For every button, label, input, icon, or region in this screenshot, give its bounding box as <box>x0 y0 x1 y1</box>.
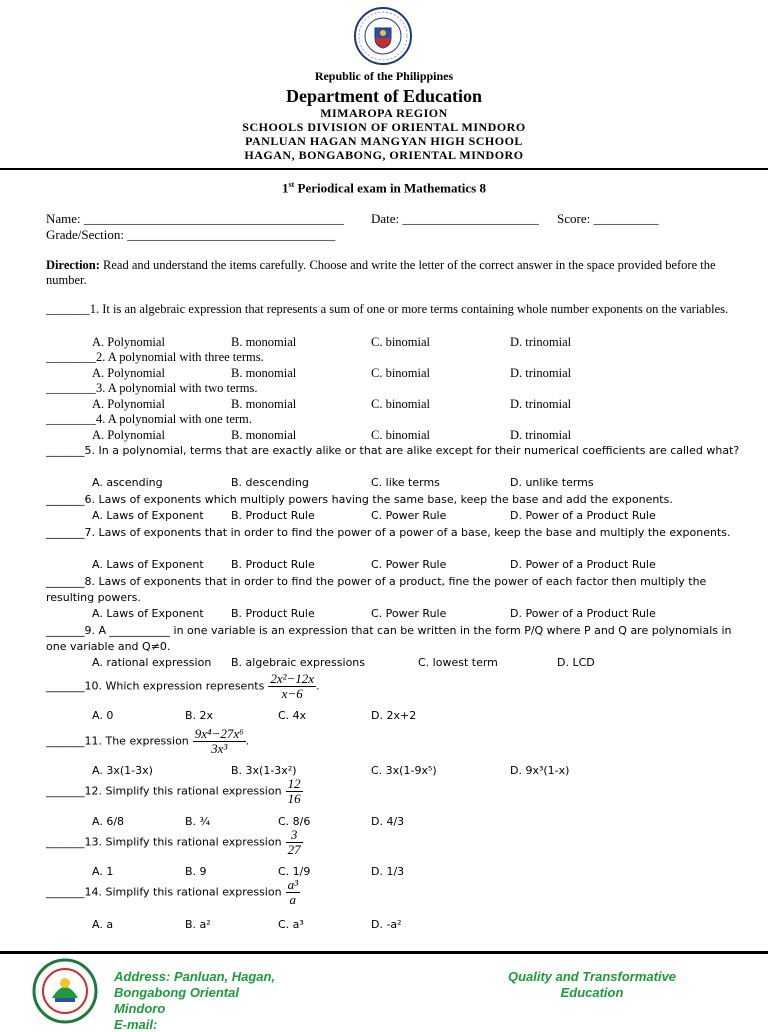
date-field[interactable]: Date: _____________________ <box>371 211 539 226</box>
answer-option[interactable]: A. 3x(1-3x) <box>92 764 153 777</box>
answer-option[interactable]: C. binomial <box>371 366 431 380</box>
answer-option[interactable]: C. 4x <box>278 709 307 722</box>
answer-option[interactable]: A. Laws of Exponent <box>92 558 204 571</box>
answer-option[interactable]: D. LCD <box>557 656 595 669</box>
name-field[interactable]: Name: ________________________________________ <box>46 211 344 226</box>
answer-option[interactable]: B. monomial <box>231 397 297 411</box>
answer-option[interactable]: B. a² <box>185 918 211 931</box>
answer-option[interactable]: A. Laws of Exponent <box>92 509 204 522</box>
exam-title: 1st Periodical exam in Mathematics 8 <box>282 180 486 196</box>
answer-option[interactable]: D. -a² <box>371 918 402 931</box>
answer-option[interactable]: C. 1/9 <box>278 865 311 878</box>
answer-option[interactable]: C. a³ <box>278 918 304 931</box>
answer-option[interactable]: C. Power Rule <box>371 558 447 571</box>
answer-option[interactable]: B. descending <box>231 476 309 489</box>
answer-option[interactable]: A. Polynomial <box>92 397 165 411</box>
answer-option[interactable]: B. Product Rule <box>231 607 315 620</box>
fraction-expression: $\frac{12}{16}$ <box>287 776 301 806</box>
answer-option[interactable]: C. Power Rule <box>371 607 447 620</box>
answer-option[interactable]: C. lowest term <box>418 656 498 669</box>
answer-option[interactable]: D. trinomial <box>510 335 572 349</box>
grade-section-field[interactable]: Grade/Section: ________________________________ <box>46 227 336 242</box>
answer-option[interactable]: B. monomial <box>231 428 297 442</box>
answer-option[interactable]: A. 6/8 <box>92 815 125 828</box>
question-stem: _______14. Simplify this rational expression $\frac{\text{a³}}{a}$ <box>46 877 298 907</box>
answer-option[interactable]: A. Laws of Exponent <box>92 607 204 620</box>
answer-option[interactable]: A. Polynomial <box>92 428 165 442</box>
answer-option[interactable]: C. binomial <box>371 397 431 411</box>
answer-option[interactable]: A. Polynomial <box>92 335 165 349</box>
header-divider <box>0 168 768 170</box>
answer-option[interactable]: C. Power Rule <box>371 509 447 522</box>
fraction-expression: $\frac{\text{9x⁴−27x⁶}}{\text{3x³}}$ <box>194 726 244 756</box>
question-stem: _______11. The expression $\frac{\text{9x⁴−27x⁶}}{\text{3x³}}$ . <box>46 726 250 756</box>
answer-option[interactable]: D. Power of a Product Rule <box>510 558 656 571</box>
direction-text: Direction: Read and understand the items carefully. Choose and write the letter of the correct answer in the space provided before the number. <box>46 258 716 287</box>
question-stem: _______8. Laws of exponents that in order to find the power of a product, fine the power of each factor then multiply the resulting powers. <box>46 575 707 604</box>
answer-option[interactable]: D. unlike terms <box>510 476 594 489</box>
deped-seal-logo <box>343 6 423 66</box>
question-stem: _______12. Simplify this rational expression $\frac{12}{16}$ <box>46 776 301 806</box>
answer-option[interactable]: A. 1 <box>92 865 114 878</box>
answer-option[interactable]: C. 3x(1-9x⁵) <box>371 764 437 777</box>
question-stem: _______13. Simplify this rational expression $\frac{3}{27}$ <box>46 827 301 857</box>
school-line: PANLUAN HAGAN MANGYAN HIGH SCHOOL <box>245 134 523 148</box>
answer-option[interactable]: C. 8/6 <box>278 815 311 828</box>
answer-option[interactable]: D. 1/3 <box>371 865 405 878</box>
school-seal-logo <box>30 958 100 1024</box>
answer-option[interactable]: D. Power of a Product Rule <box>510 607 656 620</box>
republic-line: Republic of the Philippines <box>314 69 454 83</box>
answer-option[interactable]: C. binomial <box>371 428 431 442</box>
answer-option[interactable]: D. Power of a Product Rule <box>510 509 656 522</box>
answer-option[interactable]: B. Product Rule <box>231 509 315 522</box>
question-stem: ________4. A polynomial with one term. <box>46 412 252 426</box>
answer-option[interactable]: D. trinomial <box>510 397 572 411</box>
question-stem: ________3. A polynomial with two terms. <box>46 381 258 395</box>
answer-option[interactable]: D. trinomial <box>510 366 572 380</box>
answer-option[interactable]: D. 2x+2 <box>371 709 417 722</box>
score-field[interactable]: Score: __________ <box>557 211 659 226</box>
address-line: HAGAN, BONGABONG, ORIENTAL MINDORO <box>244 148 524 162</box>
footer-motto: Quality and Transformative Education <box>507 969 677 1000</box>
answer-option[interactable]: C. binomial <box>371 335 431 349</box>
question-stem: _______10. Which expression represents $\frac{\text{2x²−12x}}{x-6}$ . <box>46 671 320 701</box>
answer-option[interactable]: A. a <box>92 918 114 931</box>
question-stem: _______1. It is an algebraic expression that represents a sum of one or more terms containing whole number exponents on the variables. <box>46 302 729 316</box>
department-title: Department of Education <box>286 86 482 106</box>
answer-option[interactable]: B. 9 <box>185 865 207 878</box>
fraction-expression: $\frac{3}{27}$ <box>287 827 301 857</box>
answer-option[interactable]: D. 9x³(1-x) <box>510 764 570 777</box>
answer-option[interactable]: B. 3x(1-3x²) <box>231 764 297 777</box>
answer-option[interactable]: B. Product Rule <box>231 558 315 571</box>
question-stem: _______6. Laws of exponents which multiply powers having the same base, keep the base and add the exponents. <box>46 493 673 506</box>
answer-option[interactable]: B. ¾ <box>185 815 211 828</box>
question-stem: _______9. A ___________ in one variable is an expression that can be written in the form P/Q where P and Q are polynomials in one variable and Q≠0. <box>46 624 732 653</box>
question-stem: ________2. A polynomial with three terms. <box>46 350 264 364</box>
answer-option[interactable]: B. monomial <box>231 335 297 349</box>
answer-option[interactable]: D. trinomial <box>510 428 572 442</box>
footer-divider <box>0 951 768 954</box>
region-line: MIMAROPA REGION <box>320 106 448 120</box>
fraction-expression: $\frac{\text{a³}}{a}$ <box>287 877 298 907</box>
division-line: SCHOOLS DIVISION OF ORIENTAL MINDORO <box>242 120 526 134</box>
answer-option[interactable]: A. ascending <box>92 476 163 489</box>
answer-option[interactable]: D. 4/3 <box>371 815 405 828</box>
answer-option[interactable]: A. rational expression <box>92 656 212 669</box>
answer-option[interactable]: C. like terms <box>371 476 440 489</box>
answer-option[interactable]: B. algebraic expressions <box>231 656 365 669</box>
fraction-expression: $\frac{\text{2x²−12x}}{x-6}$ <box>270 671 315 701</box>
question-stem: _______5. In a polynomial, terms that are exactly alike or that are alike except for their numerical coefficients are called what? <box>46 444 740 457</box>
answer-option[interactable]: B. 2x <box>185 709 214 722</box>
footer-email: E-mail: <box>114 1017 158 1032</box>
answer-option[interactable]: A. Polynomial <box>92 366 165 380</box>
answer-option[interactable]: A. 0 <box>92 709 114 722</box>
answer-option[interactable]: B. monomial <box>231 366 297 380</box>
footer-address: Address: Panluan, Hagan, Bongabong Oriental Mindoro <box>114 969 276 1016</box>
question-stem: _______7. Laws of exponents that in order to find the power of a power of a base, keep the base and multiply the exponents. <box>46 526 731 539</box>
